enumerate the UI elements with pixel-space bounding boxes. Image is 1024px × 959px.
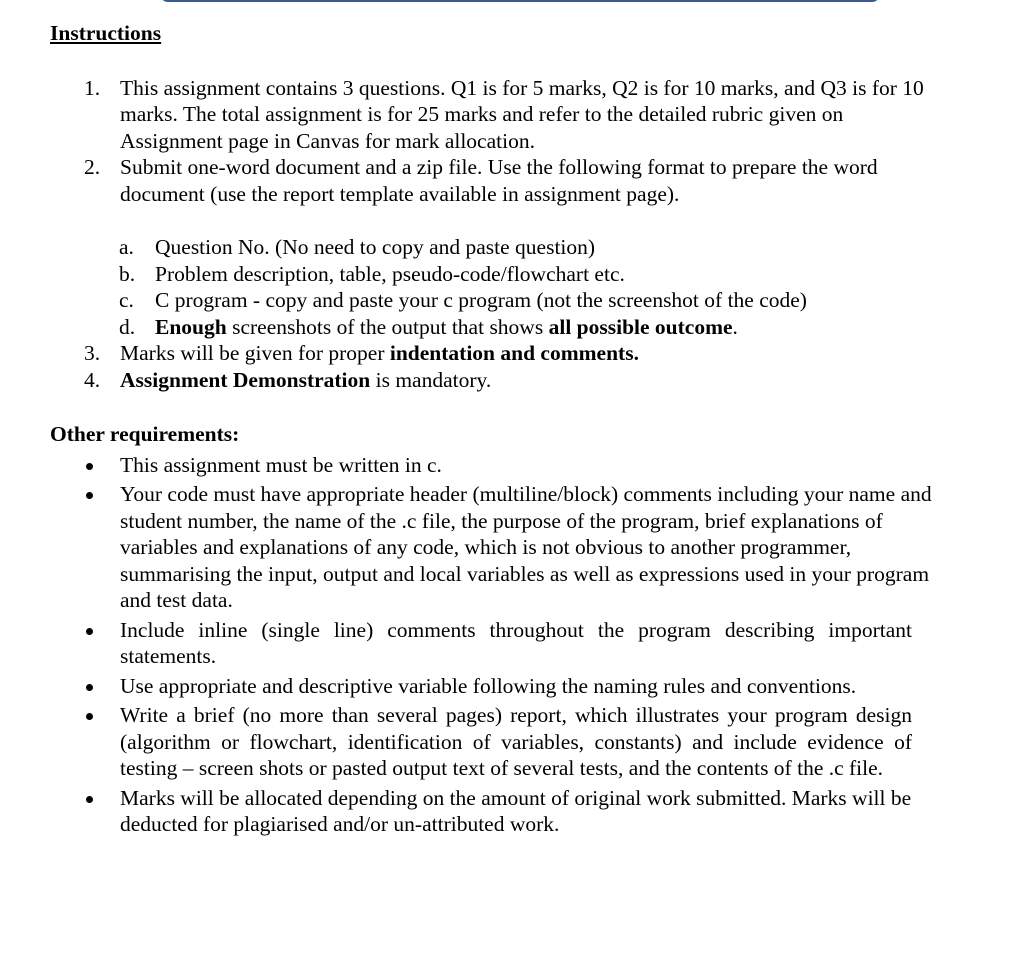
- bullet-icon: [86, 463, 93, 470]
- requirement-item: [50, 785, 960, 838]
- list-marker: 1.: [84, 75, 101, 100]
- format-item-b: [50, 261, 960, 288]
- instructions-heading: Instructions: [50, 21, 162, 45]
- instruction-text: Submit one-word document and a zip file. Use the following format to prepare the word document (use the report template available in assignment page).: [120, 155, 878, 206]
- requirement-text: Marks will be allocated depending on the amount of original work submitted. Marks will be deducted for plagiarised and/or un-attributed work.: [120, 785, 912, 836]
- list-marker: 2.: [84, 155, 101, 179]
- format-bold-text: Enough: [155, 314, 227, 339]
- instruction-item-1: [50, 75, 938, 155]
- format-text: C program - copy and paste your c program (not the screenshot of the code): [155, 288, 807, 312]
- instruction-item-3: [50, 340, 960, 367]
- instruction-text: is mandatory.: [370, 367, 492, 392]
- bullet-icon: [86, 628, 93, 635]
- requirement-item: [50, 452, 920, 479]
- instruction-bold-text: indentation and comments.: [389, 341, 639, 365]
- instruction-text: Marks will be given for proper: [120, 341, 390, 365]
- requirement-text: This assignment must be written in c.: [120, 452, 442, 477]
- requirement-item: [50, 617, 912, 670]
- requirement-text: Write a brief (no more than several pages) report, which illustrates your program design (algorithm or flowchart, identification of variables, constants) and include evidence of testing – screen shots or pasted output text of several tests, and the contents of the .c file.: [120, 703, 912, 780]
- instruction-item-2: [50, 154, 938, 207]
- format-text: screenshots of the output that shows: [226, 314, 549, 339]
- instruction-bold-text: Assignment Demonstration: [120, 367, 371, 392]
- requirement-text: Include inline (single line) comments throughout the program describing important statements.: [120, 617, 912, 668]
- list-marker: d.: [119, 314, 136, 339]
- format-text: Question No. (No need to copy and paste question): [155, 235, 596, 259]
- instruction-item-4: [50, 367, 960, 394]
- top-border-decoration: [160, 0, 880, 2]
- requirement-item: [50, 702, 912, 782]
- bullet-icon: [86, 684, 93, 691]
- format-text: .: [732, 314, 738, 339]
- requirement-item: [50, 481, 940, 614]
- list-marker: a.: [119, 235, 134, 259]
- instructions-list: [50, 75, 960, 208]
- bullet-icon: [86, 492, 93, 499]
- other-requirements-heading: Other requirements:: [50, 422, 240, 446]
- list-marker: 4.: [84, 367, 101, 392]
- requirement-text: Your code must have appropriate header (multiline/block) comments including your name and student number, the name of the .c file, the purpose of the program, brief explanations of variables and explanations of any code, which is not obvious to another programmer, summarising the input, output and local variables as well as expressions used in your program and test data.: [120, 482, 932, 612]
- format-item-d: [50, 314, 960, 341]
- instructions-list-continued: [50, 340, 960, 393]
- list-marker: 3.: [84, 341, 101, 365]
- document-page: [50, 20, 960, 838]
- format-item-a: [50, 234, 960, 261]
- format-sublist: [50, 234, 960, 340]
- format-text: Problem description, table, pseudo-code/flowchart etc.: [155, 261, 625, 286]
- requirement-text: Use appropriate and descriptive variable following the naming rules and conventions.: [120, 673, 857, 698]
- bullet-icon: [86, 713, 93, 720]
- bullet-icon: [86, 796, 93, 803]
- requirements-list: [50, 452, 960, 838]
- requirement-item: [50, 673, 912, 700]
- list-marker: b.: [119, 261, 136, 286]
- format-bold-text: all possible outcome: [548, 314, 733, 339]
- instruction-text: This assignment contains 3 questions. Q1 is for 5 marks, Q2 is for 10 marks, and Q3 is for 10 marks. The total assignment is for 25 marks and refer to the detailed rubric given on Assignment page in Canvas for mark allocation.: [120, 75, 924, 153]
- format-item-c: [50, 287, 960, 314]
- list-marker: c.: [119, 288, 134, 312]
